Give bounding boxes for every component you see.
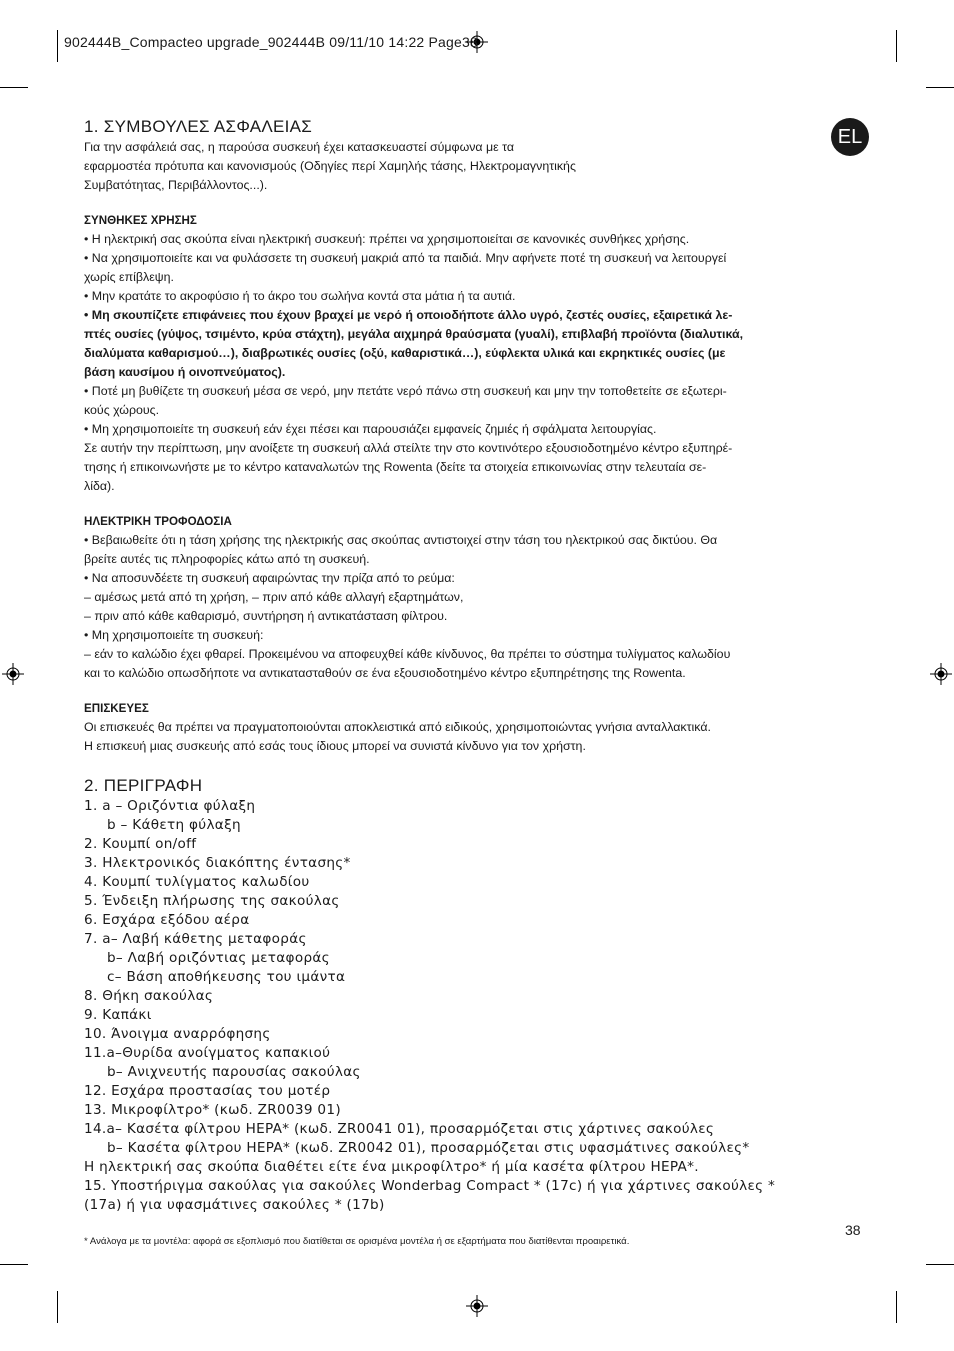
usage-line: χωρίς επίβλεψη. (84, 270, 174, 284)
parts-list-item: 3. Ηλεκτρονικός διακόπτης έντασης* (84, 855, 351, 871)
parts-list-item: 8. Θήκη σακούλας (84, 988, 214, 1004)
usage-line: κούς χώρους. (84, 403, 160, 417)
power-heading: ΗΛΕΚΤΡΙΚΗ ΤΡΟΦΟΔΟΣΙΑ (84, 515, 232, 528)
section-2-title: 2. ΠΕΡΙΓΡΑΦΗ (84, 776, 203, 795)
parts-list-item: 13. Μικροφίλτρο* (κωδ. ZR0039 01) (84, 1102, 341, 1118)
crop-mark (896, 30, 897, 62)
parts-list-item: 10. Άνοιγμα αναρρόφησης (84, 1026, 271, 1042)
power-line: • Μη χρησιμοποιείτε τη συσκευή: (84, 628, 264, 642)
parts-list-item: 11.a–Θυρίδα ανοίγματος καπακιού (84, 1045, 331, 1061)
usage-line: • Μην κρατάτε το ακροφύσιο ή το άκρο του σωλήνα κοντά στα μάτια ή τα αυτιά. (84, 289, 516, 303)
usage-line: • Η ηλεκτρική σας σκούπα είναι ηλεκτρική συσκευή: πρέπει να χρησιμοποιείται σε κανονικές συνθήκες χρήσης. (84, 232, 690, 246)
registration-mark-icon (930, 663, 952, 685)
warning-line: • Μη σκουπίζετε επιφάνειες που έχουν βραχεί με νερό ή οποιοδήποτε άλλο υγρό, ζεστές ουσίες, εξαιρετικά λε- (84, 308, 733, 322)
section-1-title: 1. ΣΥΜΒΟΥΛΕΣ ΑΣΦΑΛΕΙΑΣ (84, 117, 313, 136)
crop-mark (57, 1291, 58, 1323)
usage-line: • Ποτέ μη βυθίζετε τη συσκευή μέσα σε νερό, μην πετάτε νερό πάνω στη συσκευή και μην την τοποθετείτε σε εξωτερι- (84, 384, 727, 398)
main-content (84, 116, 874, 1215)
warning-line: πτές ουσίες (γύψος, τσιμέντο, κρύα στάχτη), μεγάλα αιχμηρά θραύσματα (γυαλί), επιβλαβή προϊόντα (διαλυτικά, (84, 327, 744, 341)
crop-mark (896, 1291, 897, 1323)
parts-list-item: (17a) ή για υφασμάτινες σακούλες * (17b) (84, 1197, 385, 1213)
repairs-line: Η επισκευή μιας συσκευής από εσάς τους ίδιους μπορεί να συνιστά κίνδυνο για τον χρήστη. (84, 739, 586, 753)
parts-list-item: b– Λαβή οριζόντιας μεταφοράς (107, 950, 330, 966)
parts-list-item: 9. Καπάκι (84, 1007, 152, 1023)
registration-mark-icon (466, 1295, 488, 1317)
parts-list-item: 5. Ένδειξη πλήρωσης της σακούλας (84, 893, 340, 909)
parts-list-item: b– Κασέτα φίλτρου HEPA* (κωδ. ZR0042 01), προσαρμόζεται στις υφασμάτινες σακούλες* (107, 1140, 750, 1156)
crop-mark (926, 87, 954, 88)
language-badge: EL (831, 118, 869, 156)
usage-line: λίδα). (84, 479, 115, 493)
power-line: • Να αποσυνδέετε τη συσκευή αφαιρώντας την πρίζα από το ρεύμα: (84, 571, 455, 585)
crop-mark (57, 30, 58, 62)
usage-line: Σε αυτήν την περίπτωση, μην ανοίξετε τη συσκευή αλλά στείλτε την στο κοντινότερο εξουσιοδοτημένο κέντρο εξυπηρέ- (84, 441, 733, 455)
usage-line: τησης ή επικοινωνήστε με το κέντρο καταναλωτών της Rowenta (δείτε τα στοιχεία επικοινωνίας στην τελευταία σε- (84, 460, 707, 474)
intro-paragraph (84, 138, 874, 195)
power-line: βρείτε αυτές τις πληροφορίες κάτω από τη συσκευή. (84, 552, 370, 566)
parts-list-item: 2. Κουμπί on/off (84, 836, 197, 852)
parts-list-item: 7. a– Λαβή κάθετης μεταφοράς (84, 931, 307, 947)
parts-list-item: 6. Εσχάρα εξόδου αέρα (84, 912, 250, 928)
power-line: – αμέσως μετά από τη χρήση, – πριν από κάθε αλλαγή εξαρτημάτων, (84, 590, 464, 604)
warning-line: διαλύματα καθαρισμού…), διαβρωτικές ουσίες (οξύ, καθαριστικά…), εύφλεκτα υλικά και εκρηκτικές ουσίες (με (84, 346, 726, 360)
print-slug: 902444B_Compacteo upgrade_902444B 09/11/10 14:22 Page38 (64, 34, 478, 50)
parts-list-item: b– Ανιχνευτής παρουσίας σακούλας (107, 1064, 361, 1080)
parts-list-item: 12. Εσχάρα προστασίας του μοτέρ (84, 1083, 331, 1099)
parts-list-item: 4. Κουμπί τυλίγματος καλωδίου (84, 874, 310, 890)
power-line: • Βεβαιωθείτε ότι η τάση χρήσης της ηλεκτρικής σας σκούπας αντιστοιχεί στην τάση του ηλεκτρικού σας δικτύου. Θα (84, 533, 718, 547)
page-number: 38 (845, 1222, 861, 1238)
parts-list (84, 797, 874, 1215)
crop-mark (926, 1264, 954, 1265)
parts-list-item: 1. a – Οριζόντια φύλαξη (84, 798, 256, 814)
crop-mark (0, 87, 28, 88)
repairs-heading: ΕΠΙΣΚΕΥΕΣ (84, 702, 149, 715)
power-line: και το καλώδιο οπωσδήποτε να αντικατασταθούν σε ένα εξουσιοδοτημένο κέντρο εξυπηρέτησης της Rowenta. (84, 666, 686, 680)
parts-list-item: c– Βάση αποθήκευσης του ιμάντα (107, 969, 346, 985)
power-line: – πριν από κάθε καθαρισμό, συντήρηση ή αντικατάσταση φίλτρου. (84, 609, 448, 623)
footnote: * Ανάλογα με τα μοντέλα: αφορά σε εξοπλισμό που διατίθεται σε ορισμένα μοντέλα ή σε εξαρτήματα που διατίθενται προαιρετικά. (84, 1236, 630, 1247)
warning-line: βάση καυσίμου ή οινοπνεύματος). (84, 365, 286, 379)
parts-list-item: 15. Υποστήριγμα σακούλας για σακούλες Wonderbag Compact * (17c) ή για χάρτινες σακούλες * (84, 1178, 776, 1194)
crop-mark (0, 1264, 28, 1265)
usage-line: • Να χρησιμοποιείτε και να φυλάσσετε τη συσκευή μακριά από τα παιδιά. Μην αφήνετε ποτέ τη συσκευή να λειτουργεί (84, 251, 727, 265)
usage-heading: ΣΥΝΘΗΚΕΣ ΧΡΗΣΗΣ (84, 214, 197, 227)
intro-line: Συμβατότητας, Περιβάλλοντος...). (84, 178, 268, 192)
registration-mark-icon (2, 663, 24, 685)
usage-line: • Μη χρησιμοποιείτε τη συσκευή εάν έχει πέσει και παρουσιάζει εμφανείς ζημιές ή σφάλματα λειτουργίας. (84, 422, 657, 436)
intro-line: εφαρμοστέα πρότυπα και κανονισμούς (Οδηγίες περί Χαμηλής τάσης, Ηλεκτρομαγνητικής (84, 159, 576, 173)
parts-list-item: Η ηλεκτρική σας σκούπα διαθέτει είτε ένα μικροφίλτρο* ή μία κασέτα φίλτρου HEPA*. (84, 1159, 699, 1175)
repairs-line: Οι επισκευές θα πρέπει να πραγματοποιούνται αποκλειστικά από ειδικούς, χρησιμοποιώντας γνήσια ανταλλακτικά. (84, 720, 711, 734)
intro-line: Για την ασφάλειά σας, η παρούσα συσκευή έχει κατασκευαστεί σύμφωνα με τα (84, 140, 515, 154)
parts-list-item: 14.a– Κασέτα φίλτρου HEPA* (κωδ. ZR0041 01), προσαρμόζεται στις χάρτινες σακούλες (84, 1121, 715, 1137)
power-line: – εάν το καλώδιο έχει φθαρεί. Προκειμένου να αποφευχθεί κάθε κίνδυνος, θα πρέπει το σύστημα τυλίγματος καλωδίου (84, 647, 731, 661)
parts-list-item: b – Κάθετη φύλαξη (107, 817, 241, 833)
